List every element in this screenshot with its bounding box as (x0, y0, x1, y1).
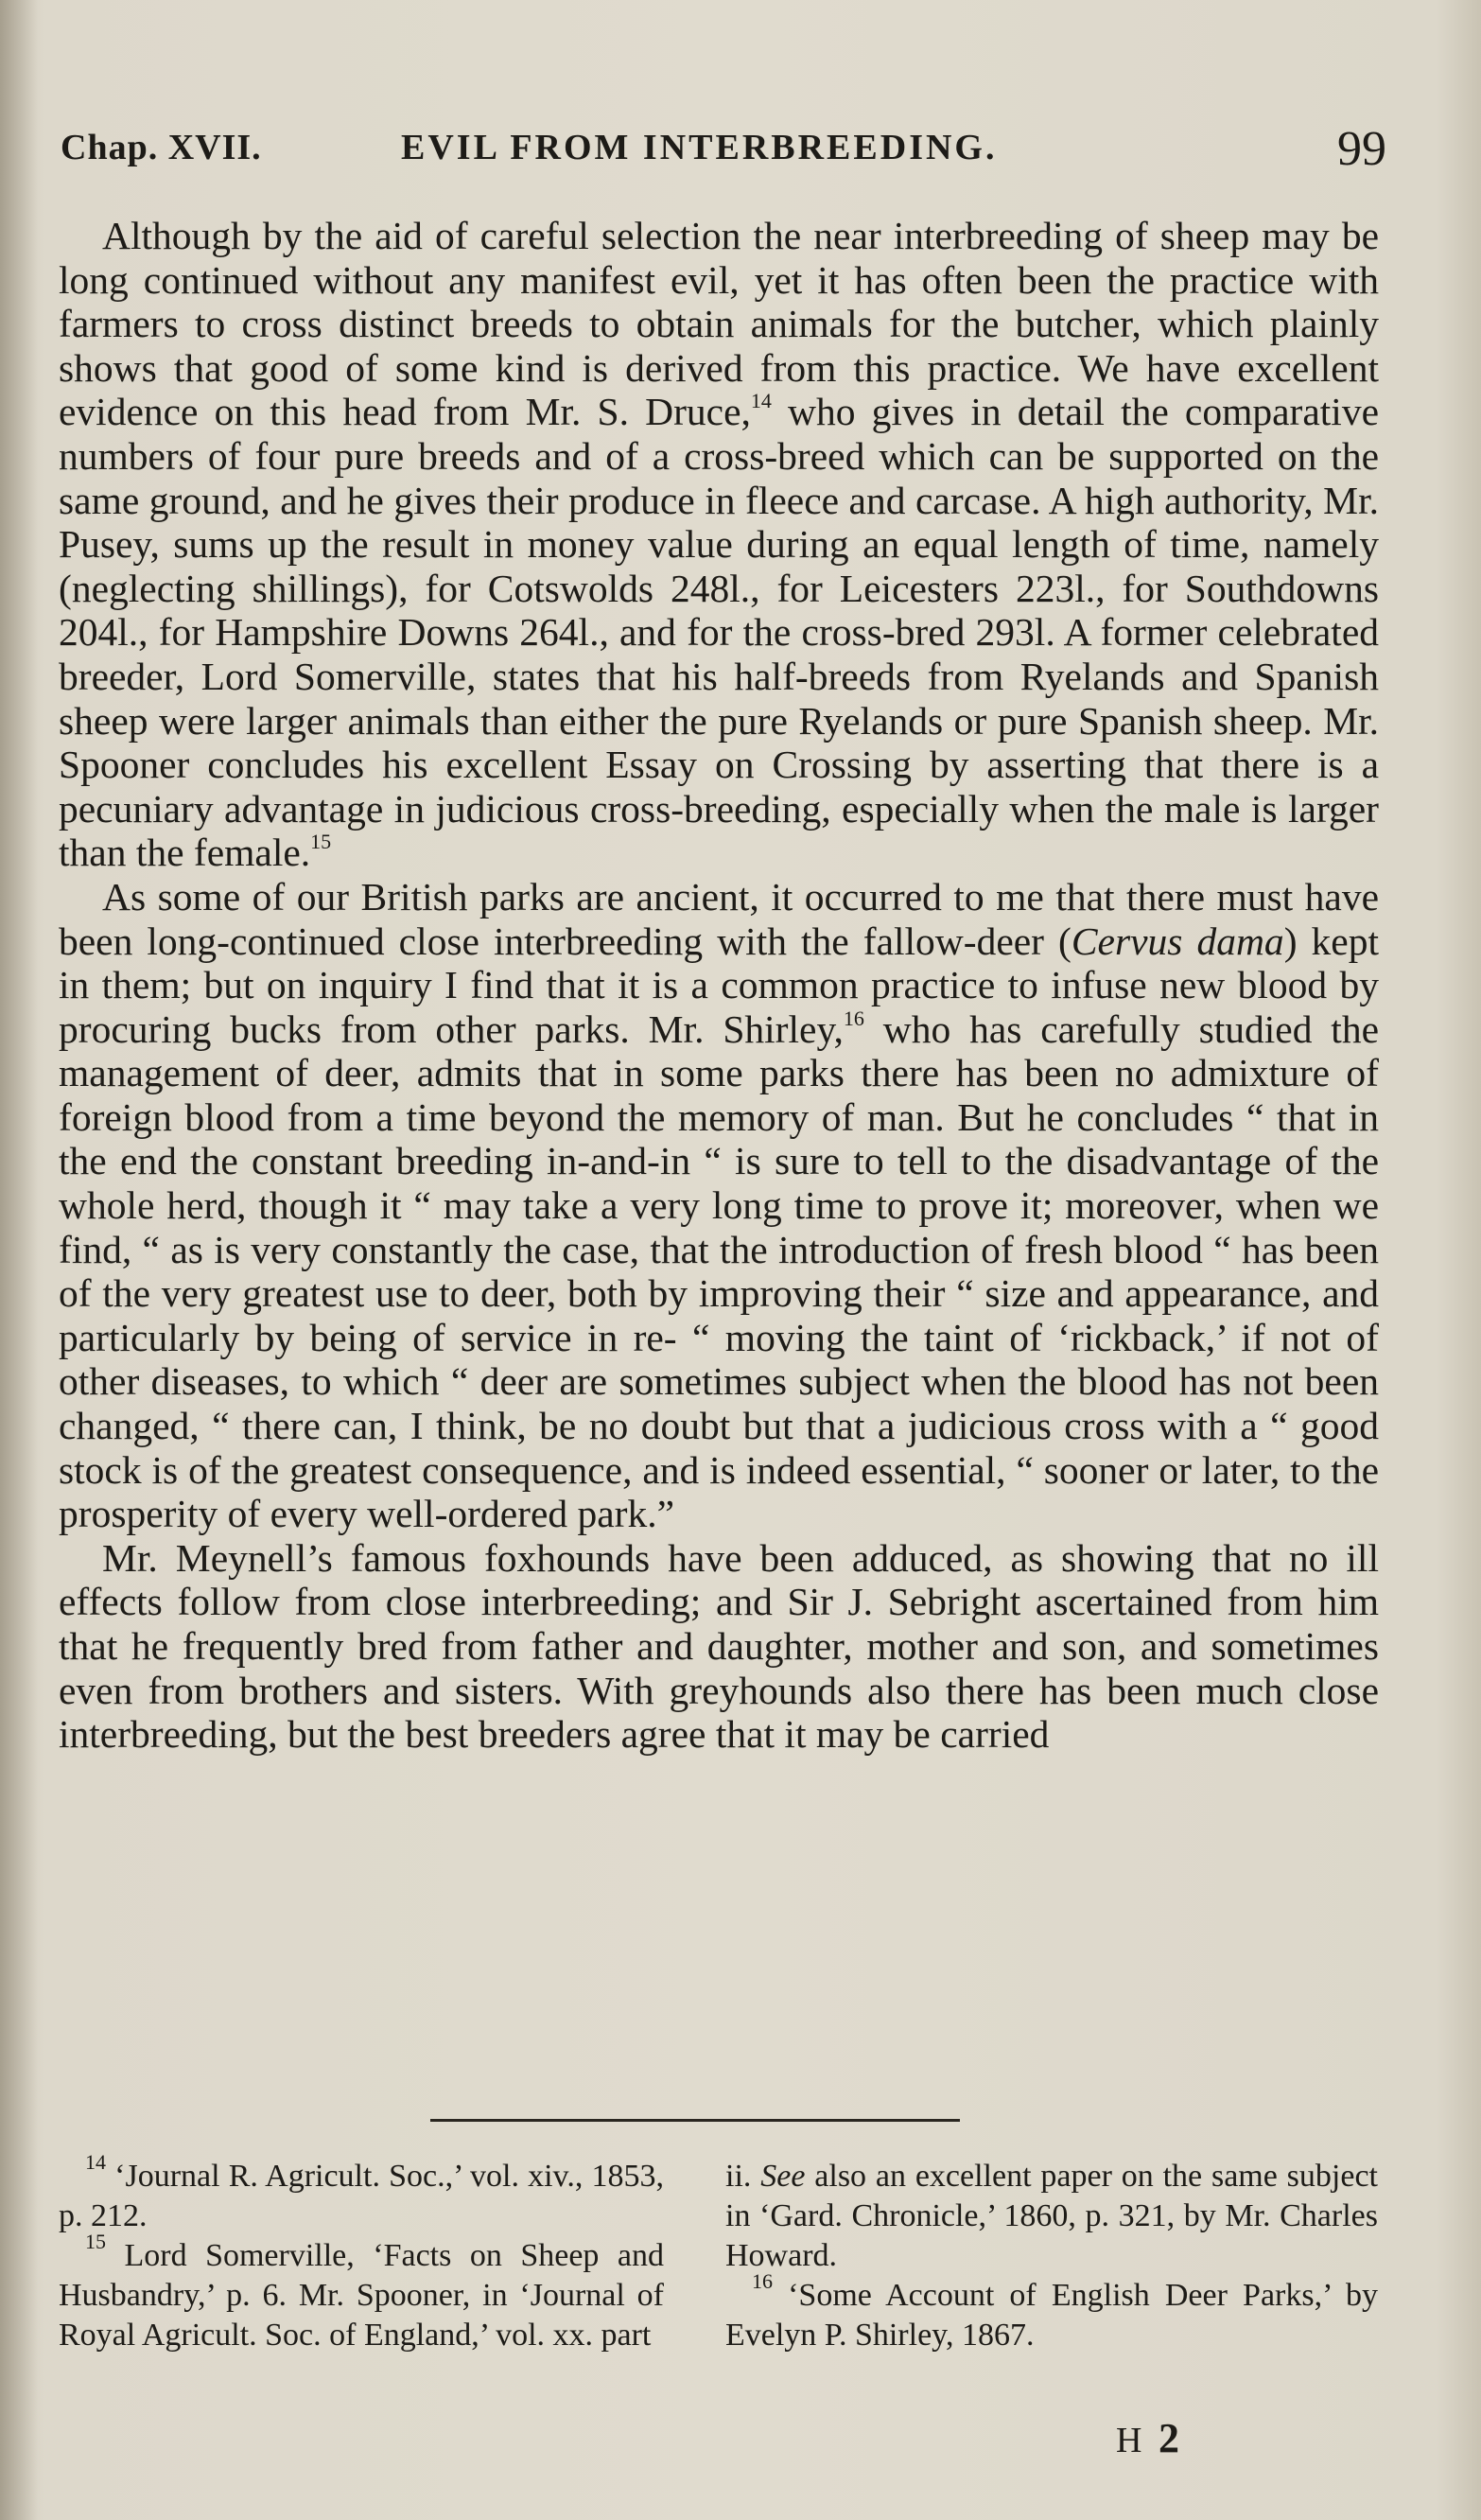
footnote-number: 15 (85, 2230, 106, 2253)
footnote-text: also an excellent paper on the same subject in ‘Gard. Chronicle,’ 1860, p. 321, by Mr. Charles Howard. (725, 2159, 1378, 2273)
running-title: EVIL FROM INTERBREEDING. (401, 128, 998, 167)
footnote-number: 14 (85, 2150, 106, 2174)
paragraph-sheep (59, 214, 1379, 875)
chapter-label: Chap. XVII. (61, 128, 262, 167)
running-header (61, 121, 1386, 178)
footnote-15 (59, 2230, 664, 2355)
footnote-text: ii. (725, 2159, 761, 2194)
footnote-divider (430, 2119, 960, 2122)
text-run: Although by the aid of careful selection the near interbreeding of sheep may be long continued without any manifest evil, yet it has often been the practice with farmers to cross distinct breeds to obtain animals for the butcher, which plainly shows that good of some kind is derived from this practice. We have excellent evidence on this head from Mr. S. Druce, (59, 214, 1379, 434)
signature-letter: H (1116, 2421, 1146, 2460)
footnote-italic: See (760, 2159, 806, 2194)
footnote-14 (59, 2150, 664, 2236)
footnote-text: Lord Somerville, ‘Facts on Sheep and Husbandry,’ p. 6. Mr. Spooner, in ‘Journal of Royal Agricult. Soc. of England,’ vol. xx. part (59, 2238, 664, 2353)
footnote-number: 16 (752, 2269, 773, 2293)
footnote-ref-16: 16 (843, 1006, 864, 1030)
signature-number: 2 (1158, 2415, 1183, 2461)
footnote-15-continued (725, 2157, 1378, 2276)
text-run: who has carefully studied the management of deer, admits that in some parks there has been no admixture of foreign blood from a time beyond the memory of man. But he concludes “ that in the end the constant breeding in-and-in “ is sure to tell to the disadvantage of the whole herd, though it “ may take a very long time to prove it; moreover, when we find, “ as is very constantly the case, that the introduction of fresh blood “ has been of the very greatest use to deer, both by improving their “ size and appearance, and particularly by being of service in re- “ moving the taint of ‘rickback,’ if not of other diseases, to which “ deer are sometimes subject when the blood has not been changed, “ there can, I think, be no doubt but that a judicious cross with a “ good stock is of the greatest consequence, and is indeed essential, “ sooner or later, to the prosperity of every well-ordered park.” (59, 1006, 1380, 1536)
footnote-ref-15: 15 (310, 830, 332, 854)
footnote-text: ‘Journal R. Agricult. Soc.,’ vol. xiv., 1853, p. 212. (59, 2159, 664, 2233)
species-name: Cervus dama (1071, 919, 1284, 963)
signature-mark (1116, 2414, 1183, 2462)
text-run: who gives in detail the comparative numbers of four pure breeds and of a cross-breed which can be supported on the same ground, and he gives their produce in fleece and carcase. A high authority, Mr. Pusey, sums up the result in money value during an equal length of time, namely (neglecting shillings), for Cotswolds 248l., for Leicesters 223l., for Southdowns 204l., for Hampshire Downs 264l., and for the cross-bred 293l. A former celebrated breeder, Lord Somerville, states that his half-breeds from Ryelands and Spanish sheep were larger animals than either the pure Ryelands or pure Spanish sheep. Mr. Spooner concludes his excellent Essay on Crossing by asserting that there is a pecuniary advantage in judicious cross-breeding, especially when the male is larger than the female. (59, 390, 1379, 875)
page-number: 99 (1337, 122, 1386, 176)
paragraph-hounds (59, 1536, 1379, 1757)
main-text (59, 214, 1379, 1757)
text-run: ) kept in them; but on inquiry I find that it is a common practice to infuse new blood by procuring bucks from other parks. Mr. Shirley, (59, 919, 1379, 1051)
text-run: Mr. Meynell’s famous foxhounds have been adduced, as showing that no ill effects follow from close interbreeding; and Sir J. Sebright ascertained from him that he frequently bred from father and daughter, mother and son, and sometimes even from brothers and sisters. With greyhounds also there has been much close interbreeding, but the best breeders agree that it may be carried (59, 1535, 1379, 1757)
footnote-column-left (59, 2150, 664, 2355)
footnote-ref-14: 14 (750, 389, 772, 413)
footnote-16 (725, 2269, 1378, 2355)
gutter-shadow (0, 0, 38, 2520)
footnote-text: ‘Some Account of English Deer Parks,’ by Evelyn P. Shirley, 1867. (725, 2278, 1378, 2353)
text-run: As some of our British parks are ancient, it occurred to me that there must have been long-continued close interbreeding with the fallow-deer ( (59, 874, 1379, 963)
footnote-column-right (725, 2157, 1378, 2355)
paragraph-deer (59, 875, 1379, 1536)
